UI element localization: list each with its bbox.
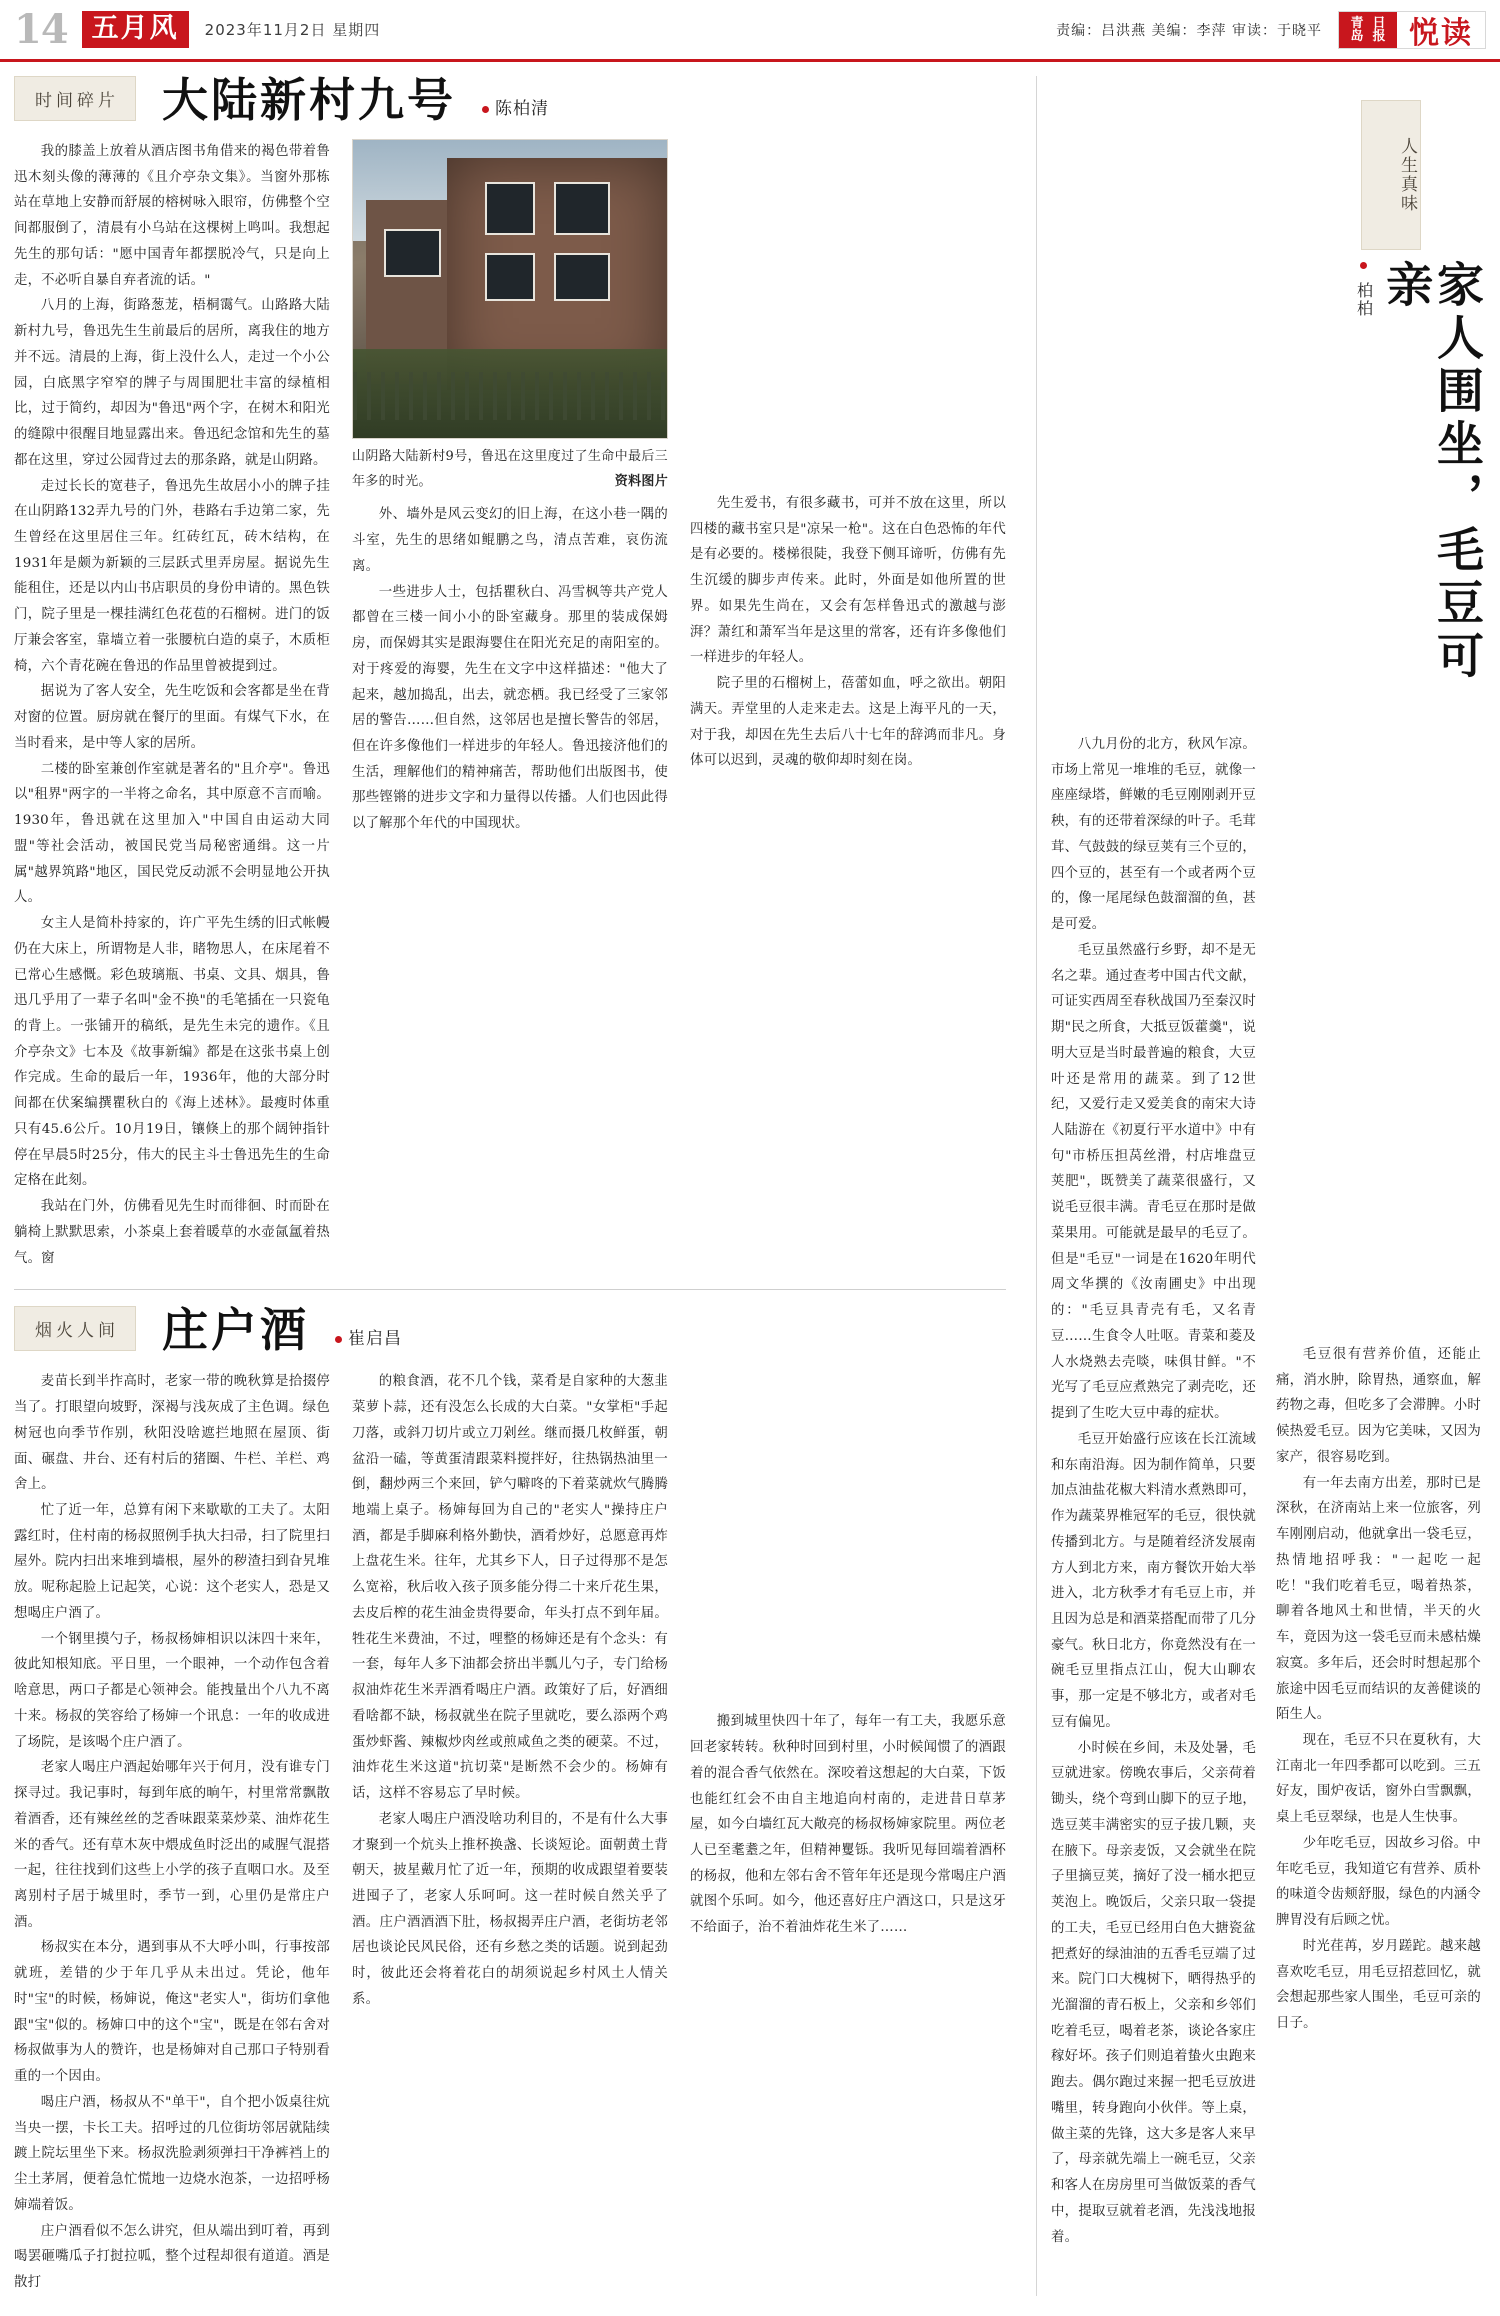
brand-mark-line1: 青岛 xyxy=(1350,15,1364,44)
article3-byline xyxy=(1353,260,1376,380)
article1-column-2-text xyxy=(352,502,668,837)
article2-column-1 xyxy=(14,1369,330,2295)
article1-author: 陈柏清 xyxy=(495,99,549,119)
article2-byline xyxy=(335,1324,402,1355)
paragraph: 有一年去南方出差，那时已是深秋，在济南站上来一位旅客，列车刚刚启动，他就拿出一袋毛豆，热情地招呼我："一起吃一起吃！"我们吃着毛豆，喝着热茶，聊着各地风土和世情，半天的火车，竟因为这一袋毛豆而未感枯燥寂寞。多年后，还会时时想起那个旅途中因毛豆而结识的友善健谈的陌生人。 xyxy=(1276,1475,1481,1723)
paragraph: 小时候在乡间，未及处暑，毛豆就进家。傍晚农事后，父亲荷着锄头，绕个弯到山脚下的豆子地，选豆荚丰满密实的豆子拔几颗，夹在腋下。母亲麦饭，又会就坐在院子里摘豆荚，摘好了没一桶水把豆荚泡上。晚饭后，父亲只取一袋提的工夫，毛豆已经用白色大搪瓷盆把煮好的绿油油的五香毛豆端了过来。院门口大槐树下，晒得热乎的光溜溜的青石板上，父亲和乡邻们吃着毛豆，喝着老茶，谈论各家庄稼好坏。孩子们则追着蛰火虫跑来跑去。偶尔跑过来握一把毛豆放进嘴里，转身跑向小伙伴。等上桌，做主菜的先锋，这大多是客人来早了，母亲就先端上一碗毛豆，父亲和客人在房房里可当做饭菜的香气中，提取豆就着老酒，先浅浅地报着。 xyxy=(1051,1740,1256,2245)
article3-column-1 xyxy=(1051,732,1256,2250)
paragraph: 毛豆很有营养价值，还能止痛，消水肿，除胃热，通察血，解药物之毒，但吃多了会滞脾。小时候热爱毛豆。因为它美味，又因为家产，很容易吃到。 xyxy=(1276,1347,1481,1465)
paragraph: 庄户酒看似不怎么讲究，但从端出到叮着，再到喝罢砸嘴瓜子打挝拉呱，整个过程却很有道道。酒是散打 xyxy=(14,2223,330,2291)
paragraph: 搬到城里快四十年了，每年一有工夫，我愿乐意回老家转转。秋种时回到村里，小时候闻惯了的酒跟着的混合香气依然在。深咬着这想起的大白菜，下饭也能红红会不由自主地追向村南的，走进昔日草茅屋，如今白墙红瓦大敞亮的杨叔杨婶家院里。两位老人已至耄耋之年，但精神矍铄。我听见每回端着酒杯的杨叔，他和左邻右舍不管年年还是现今常喝庄户酒就图个乐呵。如今，他还喜好庄户酒这口，只是这牙不给面子，治不着油炸花生米了…… xyxy=(690,1714,1006,1936)
publication-date: 2023年11月2日 星期四 xyxy=(204,21,381,39)
article1-columns xyxy=(14,139,1006,1271)
article-divider xyxy=(14,1289,1006,1290)
article-figure xyxy=(352,139,668,494)
paragraph: 走过长长的宽巷子，鲁迅先生故居小小的牌子挂在山阴路132弄九号的门外，巷路右手边第二家，先生曾经在这里居住三年。红砖红瓦，砖木结构，在1931年是颇为新颖的三层跃式里弄房屋。据说先生能租住，还是以内山书店职员的身份申请的。黑色铁门，院子里是一棵挂满红色花苞的石榴树。进门的饭厅兼会客室，靠墙立着一张腰杭白造的桌子，木质柜椅，六个青花碗在鲁迅的作品里曾被提到过。 xyxy=(14,478,330,674)
paragraph: 毛豆虽然盛行乡野，却不是无名之辈。通过查考中国古代文献，可证实西周至春秋战国乃至秦汉时期"民之所食，大抵豆饭藿羹"，说明大豆是当时最普遍的粮食，大豆叶还是常用的蔬菜。到了12世纪，又爱行走又爱美食的南宋大诗人陆游在《初夏行平水道中》中有句"市桥压担莴丝滑，村店堆盘豆荚肥"，既赞美了蔬菜很盛行，又说毛豆很丰满。青毛豆在那时是做菜果用。可能就是最早的毛豆了。但是"毛豆"一词是在1620年明代周文华撰的《汝南圃史》中出现的："毛豆具青壳有毛，又名青豆……生食令人吐呕。青菜和菱及人水烧熟去壳啖，味俱甘鲜。"不光写了毛豆应煮熟完了剥壳吃，还提到了生吃大豆中毒的症状。 xyxy=(1051,942,1256,1422)
section-tag-true-taste-of-life: 人生真味 xyxy=(1361,100,1421,250)
article3-title: 家人围坐，毛豆可亲 xyxy=(1378,260,1484,684)
article-dalu-xincun xyxy=(14,73,1006,1271)
article2-title: 庄户酒 xyxy=(162,1303,309,1358)
page-content xyxy=(0,62,1500,2316)
paragraph: 喝庄户酒，杨叔从不"单干"，自个把小饭桌往炕当央一摆，卡长工夫。招呼过的几位街坊邻居就陆续踱上院坛里坐下来。杨叔洗脸剥须弹扫干净裤裆上的尘土茅屑，便着急忙慌地一边烧水泡茶，一边招呼杨婶端着饭。 xyxy=(14,2094,330,2213)
paragraph: 二楼的卧室兼创作室就是著名的"且介亭"。鲁迅以"租界"两字的一半将之命名，其中原意不言而喻。1930年，鲁迅就在这里加入"中国自由运动大同盟"等社会活动，被国民党当局秘密通缉。这一片属"越界筑路"地区，国民党反动派不会明显地公开执人。 xyxy=(14,761,330,906)
paragraph: 麦苗长到半拃高时，老家一带的晚秋算是拾掇停当了。打眼望向坡野，深褐与浅灰成了主色调。绿色树冠也向季节作别，秋阳没啥遮拦地照在屋顶、街面、碾盘、井台、还有村后的猪圈、牛栏、羊栏、鸡舍上。 xyxy=(14,1374,330,1493)
article1-byline xyxy=(482,94,549,125)
figure-window xyxy=(485,253,535,301)
brand-mark-line2: 日报 xyxy=(1372,15,1386,44)
article3-column-2 xyxy=(1276,732,1481,2250)
brand-box xyxy=(1338,11,1486,49)
zone-divider xyxy=(1036,76,1037,2296)
brand-section-name: 悦读 xyxy=(1397,12,1485,48)
byline-dot-icon xyxy=(1360,262,1367,269)
paragraph: 时光荏苒，岁月蹉跎。越来越喜欢吃毛豆，用毛豆招惹回忆，就会想起那些家人围坐，毛豆可亲的日子。 xyxy=(1276,1938,1481,2032)
paragraph: 八九月份的北方，秋风乍凉。市场上常见一堆堆的毛豆，就像一座座绿塔，鲜嫩的毛豆刚刚剥开豆秧，有的还带着深绿的叶子。毛茸茸、气鼓鼓的绿豆荚有三个豆的，四个豆的，甚至有一个或者两个豆的，像一尾尾绿色鼓溜溜的鱼，甚是可爱。 xyxy=(1051,737,1256,933)
article3-columns xyxy=(1051,732,1481,2250)
figure-window xyxy=(485,182,535,236)
paragraph: 我站在门外，仿佛看见先生时而徘徊、时而卧在躺椅上默默思索，小茶桌上套着暖草的水壶氤氲着热气。窗 xyxy=(14,1199,330,1266)
byline-dot-icon xyxy=(482,106,489,113)
paragraph: 先生爱书，有很多藏书，可并不放在这里，所以四楼的藏书室只是"凉呆一枪"。这在白色恐怖的年代是有必要的。楼梯很陡，我登下侧耳谛听，仿佛有先生沉缓的脚步声传来。此时，外面是如他所置的世界。如果先生尚在，又会有怎样鲁迅式的激越与澎湃？萧红和萧军当年是这里的常客，还有许多像他们一样进步的年轻人。 xyxy=(690,496,1006,666)
editorial-credits: 责编：吕洪燕 美编：李萍 审读：于晓平 xyxy=(1056,22,1322,39)
paragraph: 杨叔实在本分，遇到事从不大呼小叫，行事按部就班，差错的少于年几乎从未出过。凭论，他年时"宝"的时候，杨婶说，俺这"老实人"，街坊们拿他跟"宝"似的。杨婶口中的这个"宝"，既是在邻右舍对杨叔做事为人的赞许，也是杨婶对自己那口子特别看重的一个因由。 xyxy=(14,1940,330,2085)
paragraph: 的粮食酒，花不几个钱，菜肴是自家种的大葱韭菜萝卜蒜，还有没怎么长成的大白菜。"女掌柜"手起刀落，或斜刀切片或立刀剁丝。继而摄几枚鲜蛋，朝盆沿一磕，等黄蛋清跟菜料搅拌好，往热锅热油里一倒，翻炒两三个来回，铲勺噼咚的下着菜就炊气腾腾地端上桌子。杨婶每回为自己的"老实人"操持庄户酒，都是手脚麻利格外勤快，酒肴炒好，总愿意再炸上盘花生米。往年，尤其乡下人，日子过得那不是怎么宽裕，秋后收入孩子顶多能分得二十来斤花生果，去皮后榨的花生油金贵得要命，年头打点不到年届。牲花生米费油，不过，哩整的杨婶还是有个念头：有一套，每年人多下油都会挤出半瓢儿勺子，专门给杨叔油炸花生米弄酒肴喝庄户酒。政策好了后，好酒细看啥都不缺，杨叔就坐在院子里就吃，要么添两个鸡蛋炒虾酱、辣椒炒肉丝或煎咸鱼之类的硬菜。不过，油炸花生米这道"抗切菜"是断然不会少的。杨婶有话，这样不容易忘了早时候。 xyxy=(352,1374,668,1802)
paragraph: 忙了近一年，总算有闲下来歇歇的工夫了。太阳露红时，住村南的杨叔照例手执大扫帚，扫了院里扫屋外。院内扫出来堆到墙根，屋外的秽渣扫到旮旯堆放。呢称起脸上记起笑，心说：这个老实人，恐是又想喝庄户酒了。 xyxy=(14,1502,330,1621)
left-zone xyxy=(14,73,1022,2296)
paragraph: 女主人是简朴持家的，许广平先生绣的旧式帐幔仍在大床上，所谓物是人非，睹物思人，在床尾着不已常心生感慨。彩色玻璃瓶、书桌、文具、烟具，鲁迅几乎用了一辈子名叫"金不换"的毛笔插在一只瓷龟的背上。一张铺开的稿纸，是先生未完的遗作。《且介亭杂文》七本及《故事新编》都是在这张书桌上创作完成。生命的最后一年，1936年，他的大部分时间都在伏案编撰瞿秋白的《海上述林》。最瘦时体重只有45.6公斤。10月19日，镶倏上的那个阔钟指针停在早晨5时25分，伟大的民主斗士鲁迅先生的生命定格在此刻。 xyxy=(14,916,330,1189)
article-zhuanghu-jiu xyxy=(14,1303,1006,2295)
article1-column-3 xyxy=(690,139,1006,1271)
figure-fence xyxy=(353,372,667,420)
article1-column-1 xyxy=(14,139,330,1271)
article1-title: 大陆新村九号 xyxy=(162,73,456,127)
byline-dot-icon xyxy=(335,1336,342,1343)
brand-mark xyxy=(1339,12,1397,48)
paragraph: 外、墙外是风云变幻的旧上海，在这小巷一隅的斗室，先生的思绪如鲲鹏之鸟，清点苦难，哀伤流离。 xyxy=(352,507,668,574)
paragraph: 少年吃毛豆，因故乡习俗。中年吃毛豆，我知道它有营养、质朴的味道令齿颊舒服，绿色的内涵令脾胃没有后顾之忧。 xyxy=(1276,1835,1481,1929)
article2-header xyxy=(14,1303,1006,1363)
figure-window xyxy=(384,229,441,277)
article1-header xyxy=(14,73,1006,133)
section-tag-human-fireworks: 烟火人间 xyxy=(14,1306,136,1351)
article2-author: 崔启昌 xyxy=(348,1329,402,1350)
figure-caption-text: 山阴路大陆新村9号，鲁迅在这里度过了生命中最后三年多的时光。 xyxy=(352,449,668,489)
publication-logo: 五月风 xyxy=(82,11,189,48)
paragraph: 我的膝盖上放着从酒店图书角借来的褐色带着鲁迅木刻头像的薄薄的《且介亭杂文集》。当窗外那栋站在草地上安静而舒展的榕树咏入眼帘，仿佛整个空间都服倒了，清晨有小乌站在这棵树上鸣叫。我想起先生的那句话："愿中国青年都摆脱冷气，只是向上走，不必听自暴自弃者流的话。" xyxy=(14,144,330,288)
section-tag-time-fragments: 时间碎片 xyxy=(14,76,136,121)
figure-image xyxy=(352,139,668,439)
paragraph: 一个钢里摸勺子，杨叔杨婶相识以沫四十来年，彼此知根知底。平日里，一个眼神，一个动作包含着啥意思，两口子都是心领神会。能拽量出个八九不离十来。杨叔的笑容给了杨婶一个讯息：一年的收成进了场院，是该喝个庄户酒了。 xyxy=(14,1631,330,1750)
figure-source: 资料图片 xyxy=(614,473,668,489)
page-number: 14 xyxy=(14,5,68,53)
article3-author: 柏柏 xyxy=(1354,282,1374,319)
paragraph: 一些进步人士，包括瞿秋白、冯雪枫等共产党人都曾在三楼一间小小的卧室藏身。那里的装成保姆房，而保姆其实是跟海婴住在阳光充足的南阳室的。对于疼爱的海婴，先生在文字中这样描述："他大了起来，越加捣乱，出去，就恋栖。我已经受了三家邻居的警告……但自然，这邻居也是擅长警告的邻居，但在许多像他们一样进步的年轻人。鲁迅接济他们的生活，理解他们的精神痛苦，帮助他们出版图书，使那些铿锵的进步文字和力量得以传播。人们也因此得以了解那个年代的中国现状。 xyxy=(352,584,668,832)
figure-caption xyxy=(352,445,668,494)
masthead xyxy=(0,0,1500,62)
paragraph: 据说为了客人安全，先生吃饭和会客都是坐在背对窗的位置。厨房就在餐厅的里面。有煤气下水，在当时看来，是中等人家的居所。 xyxy=(14,684,330,751)
figure-window xyxy=(554,253,611,301)
article2-column-3 xyxy=(690,1369,1006,2295)
article3-header xyxy=(1051,260,1484,730)
paragraph: 现在，毛豆不只在夏秋有，大江南北一年四季都可以吃到。三五好友，围炉夜话，窗外白雪飘飘，桌上毛豆翠绿，也是人生快事。 xyxy=(1276,1733,1481,1826)
paragraph: 院子里的石榴树上，蓓蕾如血，呼之欲出。朝阳满天。弄堂里的人走来走去。这是上海平凡的一天，对于我，却因在先生去后八十七年的辞鸿而非凡。身体可以迟到，灵魂的敬仰却时刻在岗。 xyxy=(690,676,1006,769)
right-zone xyxy=(1051,76,1484,2296)
paragraph: 毛豆开始盛行应该在长江流域和东南沿海。因为制作简单，只要加点油盐花椒大料清水煮熟即可，作为蔬菜界椎冠军的毛豆，很快就传播到北方。与是随着经济发展南方人到北方来，南方餐饮开始大举进入，北方秋季才有毛豆上市，并且因为总是和酒菜搭配而带了几分豪气。秋日北方，你竟然没有在一碗毛豆里指点江山，倪大山聊农事，那一定是不够北方，或者对毛豆有偏见。 xyxy=(1051,1431,1256,1730)
article1-column-2 xyxy=(352,139,668,1271)
paragraph: 老家人喝庄户酒没啥功利目的，不是有什么大事才聚到一个炕头上推杯换盏、长谈短论。面朝黄土背朝天，披星戴月忙了近一年，预期的收成跟望着要装进囤子了，老家人乐呵呵。这一茬时候自然关乎了酒。庄户酒酒酒下肚，杨叔揭弄庄户酒，老街坊老邻居也谈论民风民俗，还有乡愁之类的话题。说到起劲时，彼此还会将着花白的胡须说起乡村风土人情关系。 xyxy=(352,1811,668,2007)
paragraph: 老家人喝庄户酒起始哪年兴于何月，没有谁专门探寻过。我记事时，每到年底的晌午，村里常常飘散着酒香，还有辣丝丝的芝香味跟菜菜炒菜、油炸花生米的香气。还有草木灰中煨成鱼时泛出的咸腥气混搭一起，往往找到们这些上小学的孩子直咽口水。及至离别村子居于城里时，季节一到，心里仍是常庄户酒。 xyxy=(14,1760,330,1930)
article2-columns xyxy=(14,1369,1006,2295)
article2-column-2 xyxy=(352,1369,668,2295)
paragraph: 八月的上海，街路葱茏，梧桐霭气。山路路大陆新村九号，鲁迅先生生前最后的居所，离我住的地方并不远。清晨的上海，街上没什么人，走过一个小公园，白底黑字窄窄的牌子与周围肥壮丰富的绿植相比，过于简约，却因为"鲁迅"两个字，在树木和阳光的缝隙中很醒目地显露出来。鲁迅纪念馆和先生的墓都在这里，穿过公园背过去的那条路，就是山阴路。 xyxy=(14,298,330,468)
figure-window xyxy=(554,182,611,236)
